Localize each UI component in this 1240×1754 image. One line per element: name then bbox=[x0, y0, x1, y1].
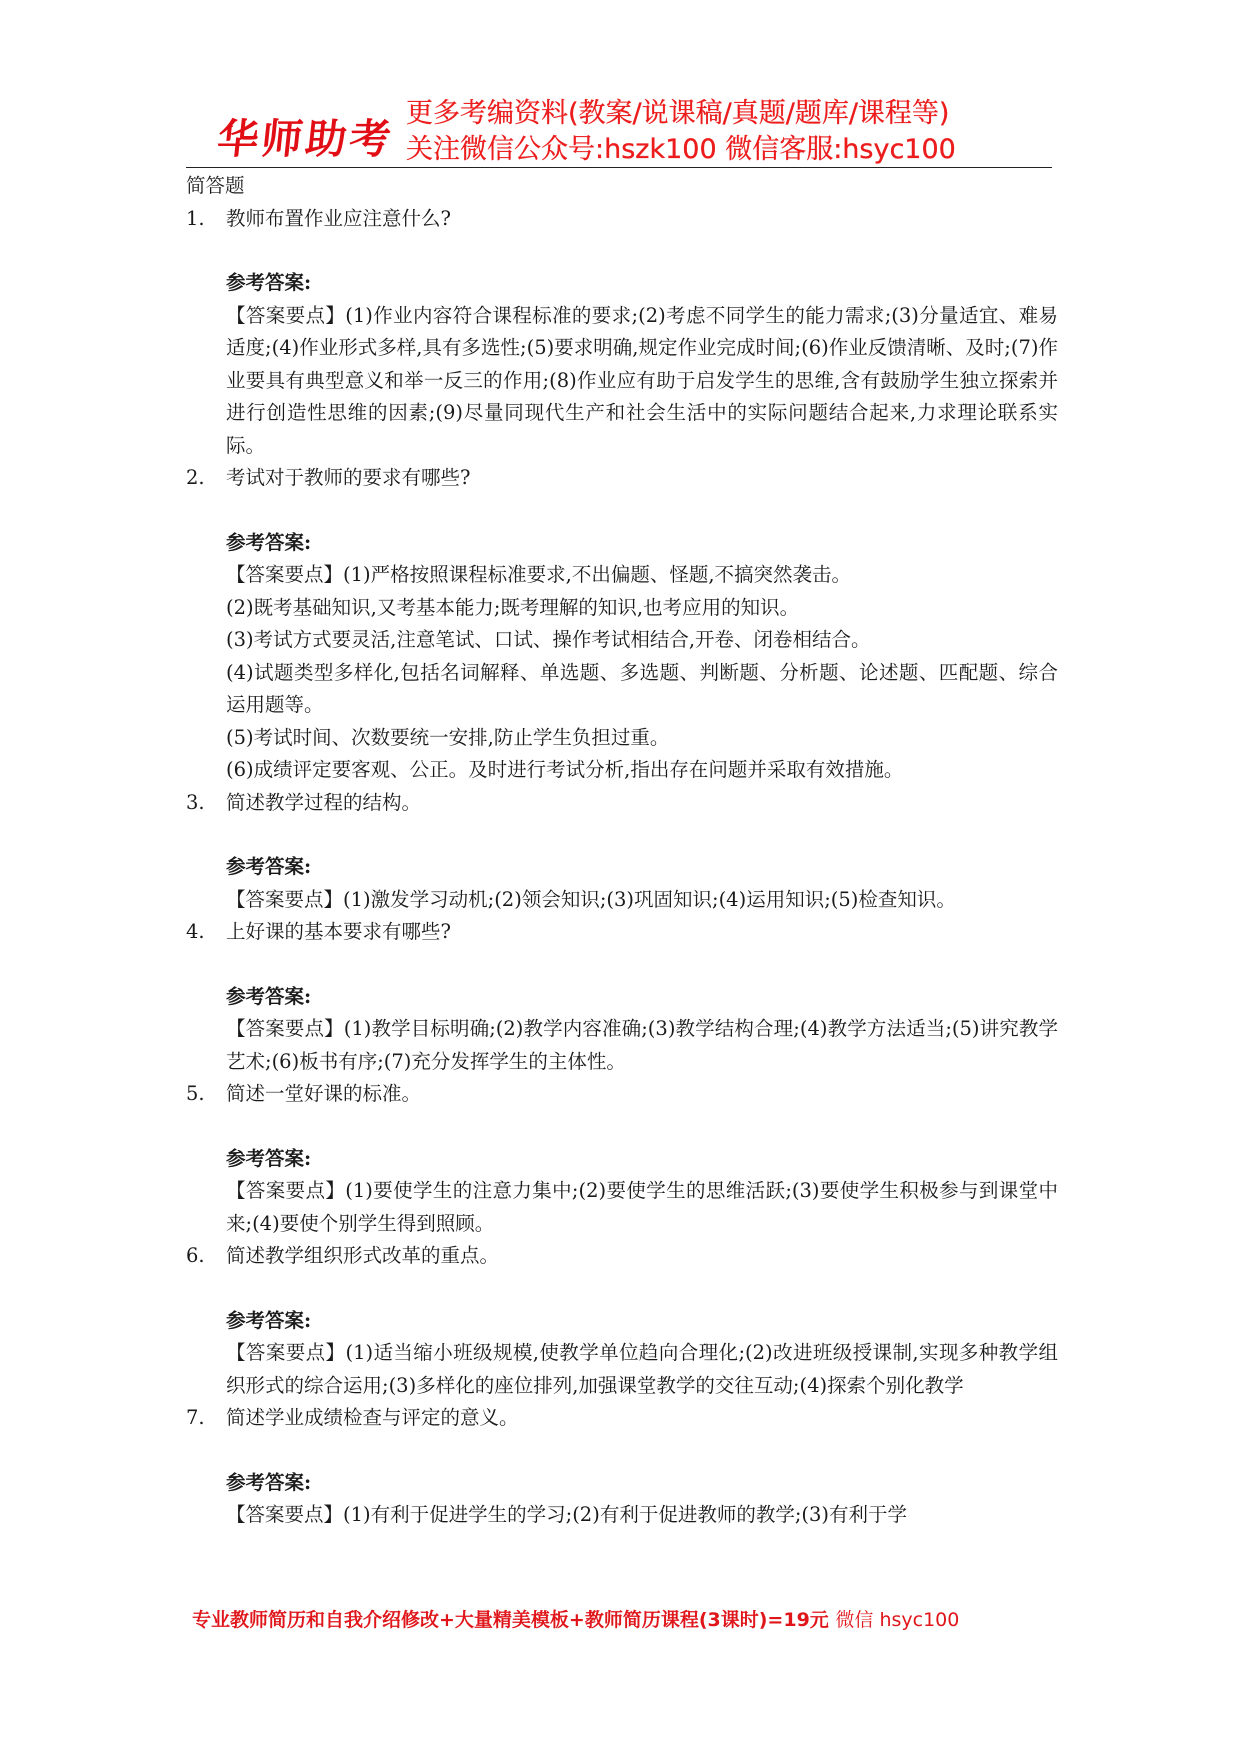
answer-block bbox=[186, 1467, 1058, 1532]
answer-paragraph: 【答案要点】(1)要使学生的注意力集中;(2)要使学生的思维活跃;(3)要使学生积极参与到课堂中来;(4)要使个别学生得到照顾。 bbox=[226, 1179, 1058, 1235]
answer-block bbox=[186, 851, 1058, 916]
question-row bbox=[186, 203, 1058, 236]
question-row bbox=[186, 462, 1058, 495]
question-row bbox=[186, 916, 1058, 949]
answer-paragraph: (6)成绩评定要客观、公正。及时进行考试分析,指出存在问题并采取有效措施。 bbox=[226, 758, 904, 781]
question-item bbox=[186, 916, 1058, 1078]
question-number: 3. bbox=[186, 790, 205, 814]
question-number: 6. bbox=[186, 1244, 205, 1267]
answer-paragraph: 【答案要点】(1)激发学习动机;(2)领会知识;(3)巩固知识;(4)运用知识;(5)检查知识。 bbox=[226, 887, 956, 911]
header-divider bbox=[186, 167, 1052, 168]
answer-paragraph: (3)考试方式要灵活,注意笔试、口试、操作考试相结合,开卷、闭卷相结合。 bbox=[226, 628, 871, 651]
question-number: 2. bbox=[186, 466, 205, 489]
answer-paragraph: (5)考试时间、次数要统一安排,防止学生负担过重。 bbox=[226, 725, 670, 749]
question-item bbox=[186, 1078, 1058, 1240]
footer-ad-text: 专业教师简历和自我介绍修改+大量精美模板+教师简历课程(3课时)=19元 bbox=[192, 1609, 829, 1631]
header-banner bbox=[210, 88, 1040, 164]
question-text: 简述学业成绩检查与评定的意义。 bbox=[226, 1406, 519, 1429]
question-text: 简述一堂好课的标准。 bbox=[226, 1082, 422, 1105]
question-text: 简述教学过程的结构。 bbox=[226, 790, 422, 814]
footer-wechat: 微信 hsyc100 bbox=[835, 1609, 960, 1631]
question-item bbox=[186, 1240, 1058, 1402]
question-text: 简述教学组织形式改革的重点。 bbox=[226, 1244, 500, 1267]
question-text: 考试对于教师的要求有哪些? bbox=[226, 466, 471, 489]
question-item bbox=[186, 1402, 1058, 1532]
question-row bbox=[186, 1402, 1058, 1435]
answer-label: 参考答案: bbox=[226, 530, 312, 554]
question-number: 1. bbox=[186, 206, 205, 230]
question-list bbox=[186, 203, 1058, 1532]
answer-block bbox=[186, 527, 1058, 787]
question-item bbox=[186, 462, 1058, 787]
document-body bbox=[186, 170, 1058, 1532]
answer-paragraph: (4)试题类型多样化,包括名词解释、单选题、多选题、判断题、分析题、论述题、匹配题、综合运用题等。 bbox=[226, 660, 1058, 716]
question-text: 上好课的基本要求有哪些? bbox=[226, 920, 451, 943]
answer-paragraph: 【答案要点】(1)教学目标明确;(2)教学内容准确;(3)教学结构合理;(4)教学方法适当;(5)讲究教学艺术;(6)板书有序;(7)充分发挥学生的主体性。 bbox=[226, 1017, 1058, 1073]
answer-block bbox=[186, 267, 1058, 462]
banner-contact-line: 关注微信公众号:hszk100 微信客服:hsyc100 bbox=[406, 134, 956, 165]
answer-paragraph: 【答案要点】(1)有利于促进学生的学习;(2)有利于促进教师的教学;(3)有利于学 bbox=[226, 1503, 908, 1526]
answer-label: 参考答案: bbox=[226, 1146, 312, 1170]
question-number: 5. bbox=[186, 1082, 205, 1105]
answer-label: 参考答案: bbox=[226, 271, 312, 294]
answer-paragraph: 【答案要点】(1)作业内容符合课程标准的要求;(2)考虑不同学生的能力需求;(3)分量适宜、难易适度;(4)作业形式多样,具有多选性;(5)要求明确,规定作业完成时间;(6)作业反馈清晰、及时;(7)作业要具有典型意义和举一反三的作用;(8)作业应有助于启发学生的思维,含有鼓励学生独立探索并进行创造性思维的因素;(9)尽量同现代生产和社会生活中的实际问题结合起来,力求理论联系实际。 bbox=[226, 303, 1058, 457]
answer-block bbox=[186, 1305, 1058, 1403]
banner-promo-line: 更多考编资料(教案/说课稿/真题/题库/课程等) bbox=[406, 98, 950, 129]
answer-label: 参考答案: bbox=[226, 984, 312, 1008]
answer-paragraph: 【答案要点】(1)严格按照课程标准要求,不出偏题、怪题,不搞突然袭击。 bbox=[226, 563, 852, 586]
question-item bbox=[186, 203, 1058, 463]
question-row bbox=[186, 787, 1058, 820]
question-text: 教师布置作业应注意什么? bbox=[226, 206, 451, 230]
answer-block bbox=[186, 1143, 1058, 1241]
answer-label: 参考答案: bbox=[226, 855, 312, 878]
question-row bbox=[186, 1078, 1058, 1111]
question-number: 7. bbox=[186, 1406, 205, 1429]
brand-logo-text: 华师助考 bbox=[215, 115, 397, 163]
answer-label: 参考答案: bbox=[226, 1470, 312, 1494]
answer-paragraph: 【答案要点】(1)适当缩小班级规模,使教学单位趋向合理化;(2)改进班级授课制,实现多种教学组织形式的综合运用;(3)多样化的座位排列,加强课堂教学的交往互动;(4)探索个别化教学 bbox=[226, 1341, 1058, 1397]
section-title: 简答题 bbox=[186, 174, 245, 197]
answer-paragraph: (2)既考基础知识,又考基本能力;既考理解的知识,也考应用的知识。 bbox=[226, 595, 800, 619]
answer-label: 参考答案: bbox=[226, 1308, 312, 1332]
question-item bbox=[186, 787, 1058, 917]
answer-block bbox=[186, 981, 1058, 1079]
footer-ad bbox=[192, 1605, 1062, 1632]
question-number: 4. bbox=[186, 920, 205, 943]
question-row bbox=[186, 1240, 1058, 1273]
